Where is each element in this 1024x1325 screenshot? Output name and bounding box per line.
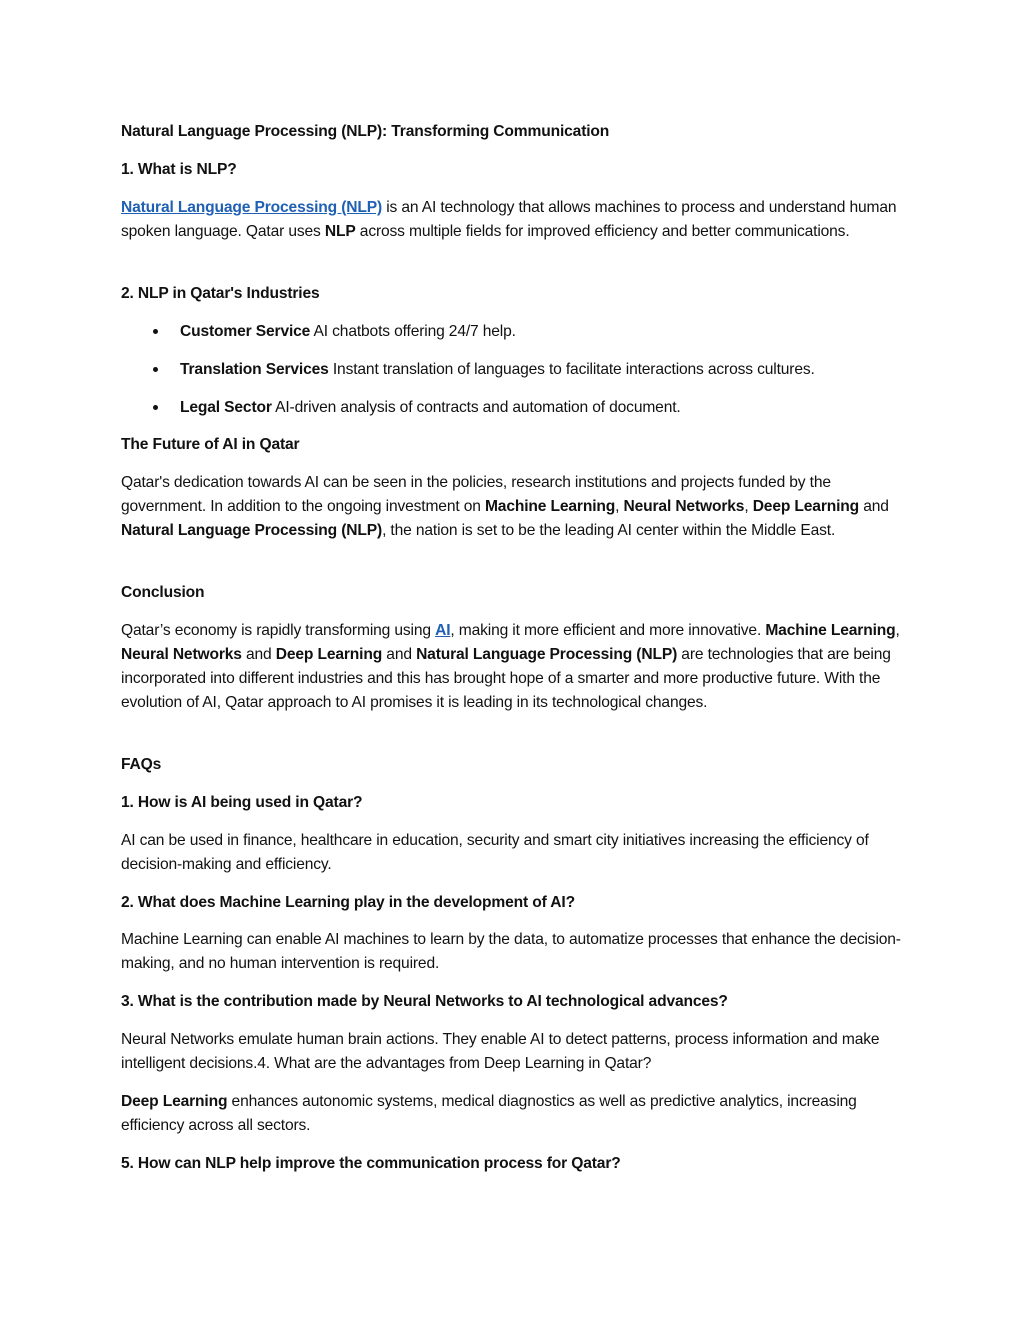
bold-term: Deep Learning (275, 646, 383, 663)
bold-term: Deep Learning (752, 498, 860, 515)
text: and (859, 498, 889, 515)
bullet-term: Customer Service (180, 323, 311, 340)
bullet-icon (153, 405, 158, 410)
text: , (744, 498, 753, 515)
bold-term: Machine Learning (765, 622, 896, 639)
faq-question-3: 3. What is the contribution made by Neural Networks to AI technological advances? (121, 993, 728, 1010)
bullet-desc: Instant translation of languages to facilitate interactions across cultures. (328, 361, 815, 378)
bold-term: Neural Networks (121, 646, 242, 663)
faq-answer-4 (121, 1090, 911, 1138)
text: , the nation is set to be the leading AI center within the Middle East. (382, 522, 836, 539)
section-heading-what-is-nlp: 1. What is NLP? (121, 161, 237, 178)
faq-question-5: 5. How can NLP help improve the communication process for Qatar? (121, 1155, 621, 1172)
paragraph-conclusion (121, 619, 911, 715)
bullet-desc: AI chatbots offering 24/7 help. (310, 323, 516, 340)
text: enhances autonomic systems, medical diagnostics as well as predictive analytics, increasing efficiency across all sectors. (121, 1093, 857, 1134)
paragraph-future (121, 471, 911, 543)
bold-term: Natural Language Processing (NLP) (416, 646, 678, 663)
text: and (382, 646, 417, 663)
faq-question-1: 1. How is AI being used in Qatar? (121, 794, 363, 811)
text: Qatar’s economy is rapidly transforming using (121, 622, 436, 639)
faq-answer-3: Neural Networks emulate human brain actions. They enable AI to detect patterns, process information and make intelligent decisions.4. What are the advantages from Deep Learning in Qatar? (121, 1031, 880, 1072)
bullet-icon (153, 367, 158, 372)
text: Qatar's dedication towards AI can be seen in the policies, research institutions and projects funded by the government. In addition to the ongoing investment on (121, 474, 831, 515)
section-heading-future: The Future of AI in Qatar (121, 436, 300, 453)
bold-term: Natural Language Processing (NLP) (121, 522, 383, 539)
text: , making it more efficient and more innovative. (450, 622, 766, 639)
section-heading-industries: 2. NLP in Qatar's Industries (121, 285, 320, 302)
document-title: Natural Language Processing (NLP): Transforming Communication (121, 123, 610, 140)
bold-term: Machine Learning (484, 498, 616, 515)
bullet-term: Legal Sector (180, 399, 272, 416)
bold-term: Neural Networks (623, 498, 745, 515)
text: is an AI technology that allows machines to process and understand human spoken language. Qatar uses (121, 199, 897, 240)
section-heading-faqs: FAQs (121, 756, 162, 773)
bullet-desc: AI-driven analysis of contracts and automation of document. (271, 399, 681, 416)
faq-answer-2: Machine Learning can enable AI machines to learn by the data, to automatize processes that enhance the decision-making, and no human intervention is required. (121, 931, 901, 972)
nlp-link[interactable]: Natural Language Processing (NLP) (121, 199, 383, 216)
paragraph-what-is-nlp (121, 196, 911, 244)
bullet-term: Translation Services (180, 361, 329, 378)
text: are technologies that are being incorporated into different industries and this has brought hope of a smarter and more productive future. With the evolution of AI, Qatar approach to AI promises it is leading in its technological changes. (121, 646, 891, 711)
text: and (241, 646, 276, 663)
text: , (615, 498, 624, 515)
ai-link[interactable]: AI (435, 622, 451, 639)
bullet-icon (153, 329, 158, 334)
faq-answer-1: AI can be used in finance, healthcare in education, security and smart city initiatives increasing the efficiency of decision-making and efficiency. (121, 832, 869, 873)
bold-term: NLP (324, 223, 356, 240)
text: , (895, 622, 900, 639)
bold-term: Deep Learning (121, 1093, 228, 1110)
text: across multiple fields for improved efficiency and better communications. (355, 223, 850, 240)
faq-question-2: 2. What does Machine Learning play in the development of AI? (121, 894, 575, 911)
section-heading-conclusion: Conclusion (121, 584, 205, 601)
